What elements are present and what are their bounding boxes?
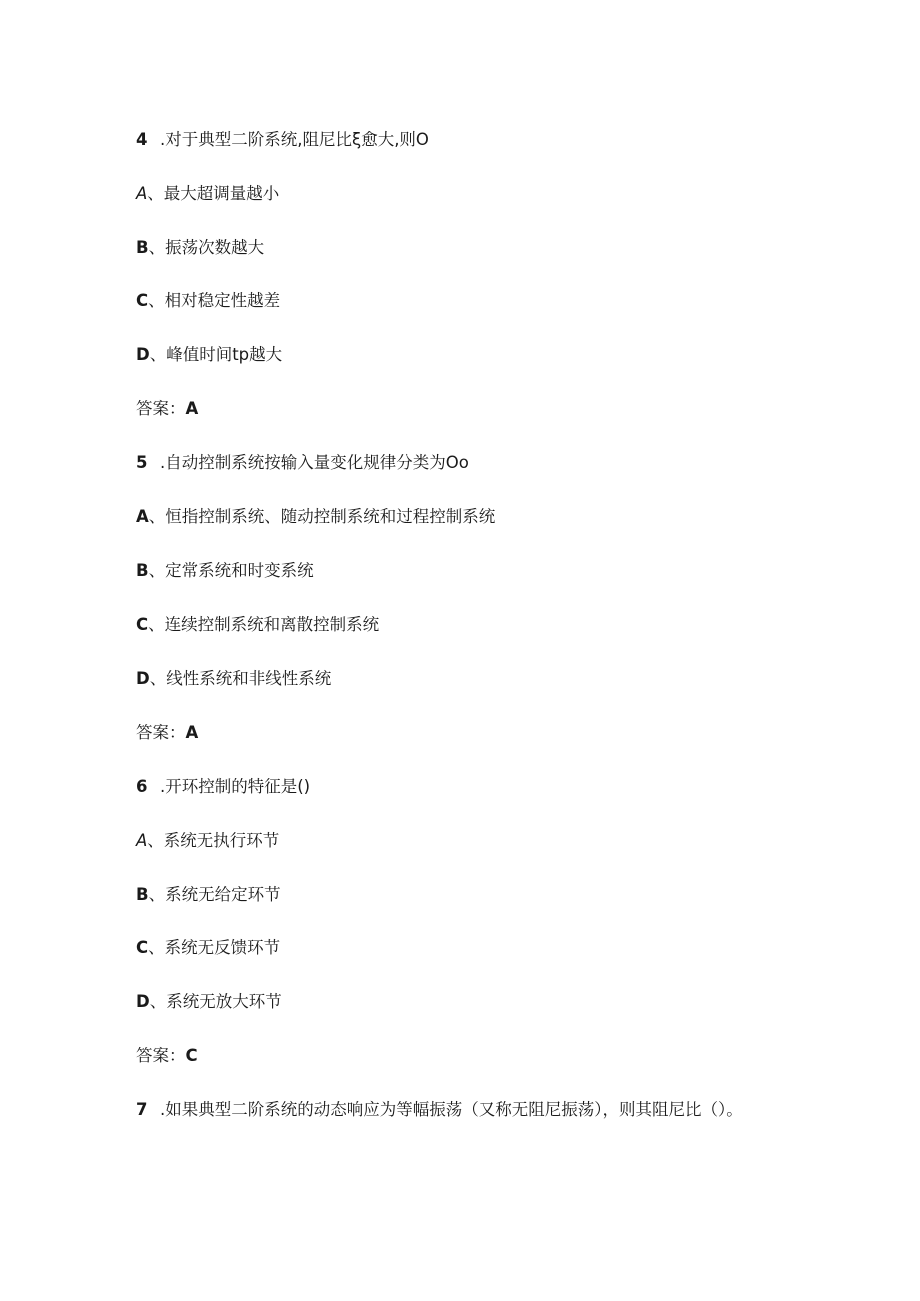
option-separator: 、 — [147, 184, 164, 203]
option-text: 系统无执行环节 — [163, 831, 280, 850]
option-b — [136, 236, 264, 260]
option-separator: 、 — [148, 238, 166, 257]
option-separator: 、 — [148, 291, 165, 310]
answer-line — [136, 1044, 198, 1068]
option-text: 定常系统和时变系统 — [165, 561, 314, 580]
answer-line — [136, 397, 198, 421]
option-label: A — [136, 831, 148, 850]
option-label: D — [136, 669, 150, 688]
question-number: 7 — [136, 1100, 148, 1119]
option-c — [136, 289, 280, 313]
option-label: B — [136, 238, 149, 257]
option-c — [136, 613, 379, 637]
answer-value: A — [185, 723, 199, 742]
option-text: 相对稳定性越差 — [164, 291, 281, 310]
option-text: 线性系统和非线性系统 — [166, 669, 332, 688]
question-7 — [136, 1098, 743, 1122]
question-text: .自动控制系统按输入量变化规律分类为Oo — [160, 453, 469, 472]
option-label: A — [136, 184, 148, 203]
question-6 — [136, 775, 310, 799]
option-text: 系统无给定环节 — [165, 885, 281, 904]
option-separator: 、 — [149, 345, 167, 364]
option-b — [136, 559, 314, 583]
option-a — [136, 505, 495, 529]
option-label: D — [136, 992, 150, 1011]
option-c — [136, 936, 280, 960]
answer-line — [136, 721, 198, 745]
option-b — [136, 883, 281, 907]
option-label: B — [136, 561, 149, 580]
option-separator: 、 — [148, 561, 166, 580]
option-label: C — [136, 938, 149, 957]
question-4 — [136, 128, 429, 152]
option-text: 振荡次数越大 — [165, 238, 265, 257]
question-text: .如果典型二阶系统的动态响应为等幅振荡（又称无阻尼振荡），则其阻尼比（）。 — [160, 1100, 743, 1119]
option-d — [136, 343, 282, 367]
option-text: 最大超调量越小 — [163, 184, 280, 203]
option-label: D — [136, 345, 150, 364]
option-separator: 、 — [147, 831, 164, 850]
option-a — [136, 182, 279, 206]
question-text: .开环控制的特征是() — [160, 777, 311, 796]
question-number: 6 — [136, 777, 148, 796]
option-label: C — [136, 615, 149, 634]
answer-value: A — [185, 399, 199, 418]
answer-value: C — [185, 1046, 198, 1065]
question-text: .对于典型二阶系统,阻尼比ξ愈大,则O — [160, 130, 429, 149]
option-label: C — [136, 291, 149, 310]
option-d — [136, 990, 282, 1014]
option-text: 峰值时间tp越大 — [166, 345, 283, 364]
option-text: 连续控制系统和离散控制系统 — [164, 615, 380, 634]
option-text: 系统无放大环节 — [166, 992, 282, 1011]
option-a — [136, 829, 279, 853]
answer-label: 答案： — [136, 399, 186, 418]
option-label: B — [136, 885, 149, 904]
option-separator: 、 — [148, 615, 165, 634]
answer-label: 答案： — [136, 723, 186, 742]
answer-label: 答案： — [136, 1046, 186, 1065]
question-number: 4 — [136, 130, 148, 149]
option-text: 系统无反馈环节 — [164, 938, 281, 957]
option-separator: 、 — [148, 938, 165, 957]
option-separator: 、 — [149, 669, 167, 688]
option-label: A — [136, 507, 149, 526]
option-text: 恒指控制系统、随动控制系统和过程控制系统 — [165, 507, 496, 526]
option-separator: 、 — [149, 992, 167, 1011]
question-5 — [136, 451, 469, 475]
option-separator: 、 — [148, 885, 166, 904]
option-d — [136, 667, 331, 691]
option-separator: 、 — [148, 507, 166, 526]
question-number: 5 — [136, 453, 148, 472]
